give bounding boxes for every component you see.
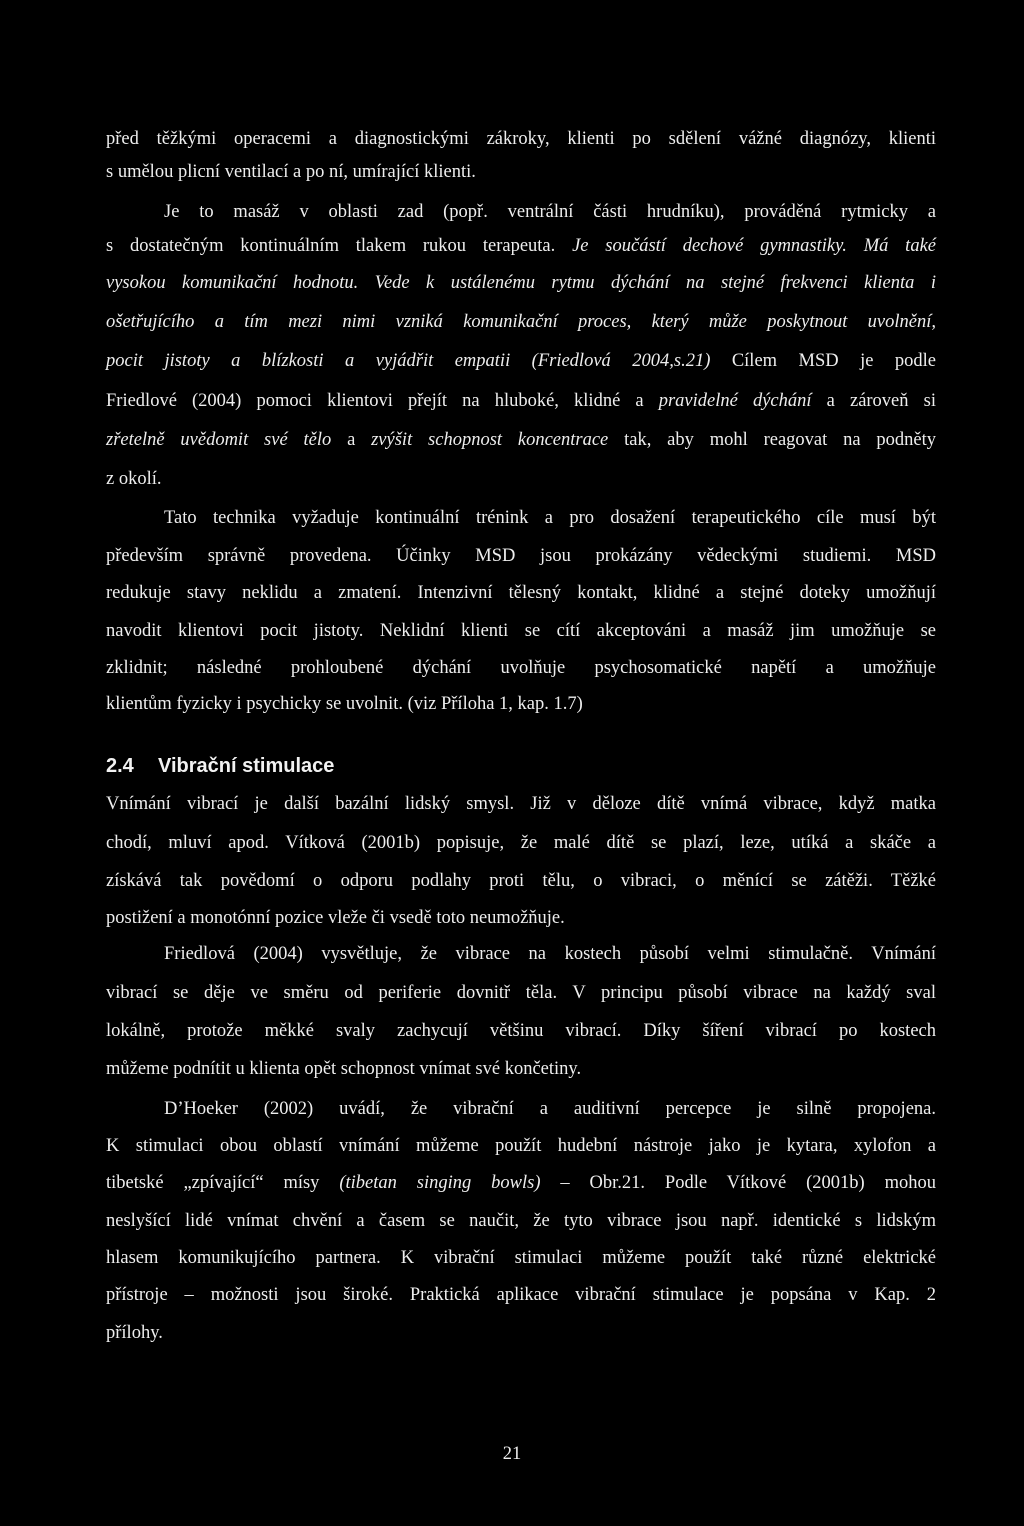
text-line: vysokou komunikační hodnotu. Vede k ustálenému rytmu dýchání na stejné frekvenci klienta i xyxy=(106,273,936,293)
text-span: tibetské „zpívající“ mísy xyxy=(106,1173,340,1193)
text-line xyxy=(106,389,936,413)
text-line: navodit klientovi pocit jistoty. Neklidní klienti se cítí akceptováni a masáž jim umožňuje se xyxy=(106,621,936,641)
text-span: a xyxy=(331,430,372,450)
text-span: s dostatečným kontinuálním tlakem rukou terapeuta. xyxy=(106,236,573,256)
text-line: redukuje stavy neklidu a zmatení. Intenzivní tělesný kontakt, klidné a stejné doteky umožňují xyxy=(106,583,936,603)
text-line: lokálně, protože měkké svaly zachycují většinu vibrací. Díky šíření vibrací po kostech xyxy=(106,1021,936,1041)
text-span: Friedlové (2004) pomoci klientovi přejít na hluboké, klidné a xyxy=(106,391,659,411)
page-number: 21 xyxy=(502,1444,522,1464)
text-line: ošetřujícího a tím mezi nimi vzniká komunikační proces, který může poskytnout uvolnění, xyxy=(106,312,936,332)
italic-text: Je součástí dechové gymnastiky. Má také xyxy=(572,236,936,256)
text-line: především správně provedena. Účinky MSD jsou prokázány vědeckými studiemi. MSD xyxy=(106,546,936,566)
text-line: K stimulaci obou oblastí vnímání můžeme použít hudební nástroje jako je kytara, xylofon a xyxy=(106,1136,936,1156)
text-line: Vnímání vibrací je další bazální lidský smysl. Již v děloze dítě vnímá vibrace, když matka xyxy=(106,794,936,814)
text-line: s umělou plicní ventilací a po ní, umírající klienti. xyxy=(106,162,476,182)
text-line xyxy=(106,234,936,258)
text-line: klientům fyzicky i psychicky se uvolnit. (viz Příloha 1, kap. 1.7) xyxy=(106,694,583,714)
text-line: D’Hoeker (2002) uvádí, že vibrační a auditivní percepce je silně propojena. xyxy=(164,1099,936,1119)
text-span: a zároveň si xyxy=(811,391,936,411)
text-line: zklidnit; následné prohloubené dýchání uvolňuje psychosomatické napětí a umožňuje xyxy=(106,658,936,678)
text-line: Je to masáž v oblasti zad (popř. ventrální části hrudníku), prováděná rytmicky a xyxy=(164,202,936,222)
text-line: postižení a monotónní pozice vleže či vsedě toto neumožňuje. xyxy=(106,908,565,928)
text-line: před těžkými operacemi a diagnostickými zákroky, klienti po sdělení vážné diagnózy, klienti xyxy=(106,129,936,149)
italic-text: pravidelné dýchání xyxy=(658,391,812,411)
text-line: přílohy. xyxy=(106,1323,163,1343)
italic-text: (tibetan singing bowls) xyxy=(339,1173,541,1193)
text-line: Tato technika vyžaduje kontinuální trénink a pro dosažení terapeutického cíle musí být xyxy=(164,508,936,528)
text-line: vibrací se děje ve směru od periferie dovnitř těla. V principu působí vibrace na každý sval xyxy=(106,983,936,1003)
text-line xyxy=(106,349,936,373)
text-line: hlasem komunikujícího partnera. K vibrační stimulaci můžeme použít také různé elektrické xyxy=(106,1248,936,1268)
text-line xyxy=(106,1171,936,1195)
text-line: získává tak povědomí o odporu podlahy proti tělu, o vibraci, o měnící se zátěži. Těžké xyxy=(106,871,936,891)
section-heading xyxy=(106,752,334,780)
text-span: – Obr.21. Podle Vítkové (2001b) mohou xyxy=(540,1173,936,1193)
italic-text: zvýšit schopnost koncentrace xyxy=(371,430,609,450)
text-span: Cílem MSD je podle xyxy=(710,351,936,371)
section-number: 2.4 xyxy=(106,755,134,777)
text-line xyxy=(106,428,936,452)
text-line: Friedlová (2004) vysvětluje, že vibrace na kostech působí velmi stimulačně. Vnímání xyxy=(164,944,936,964)
italic-text: pocit jistoty a blízkosti a vyjádřit empatii (Friedlová 2004,s.21) xyxy=(106,351,711,371)
text-line: chodí, mluví apod. Vítková (2001b) popisuje, že malé dítě se plazí, leze, utíká a skáče a xyxy=(106,833,936,853)
text-line: přístroje – možnosti jsou široké. Praktická aplikace vibrační stimulace je popsána v Kap. 2 xyxy=(106,1285,936,1305)
text-line: z okolí. xyxy=(106,469,162,489)
text-line: můžeme podnítit u klienta opět schopnost vnímat své končetiny. xyxy=(106,1059,582,1079)
section-title: Vibrační stimulace xyxy=(158,755,335,777)
text-line: neslyšící lidé vnímat chvění a časem se naučit, že tyto vibrace jsou např. identické s lidským xyxy=(106,1211,936,1231)
text-span: tak, aby mohl reagovat na podněty xyxy=(608,430,936,450)
italic-text: zřetelně uvědomit své tělo xyxy=(106,430,332,450)
